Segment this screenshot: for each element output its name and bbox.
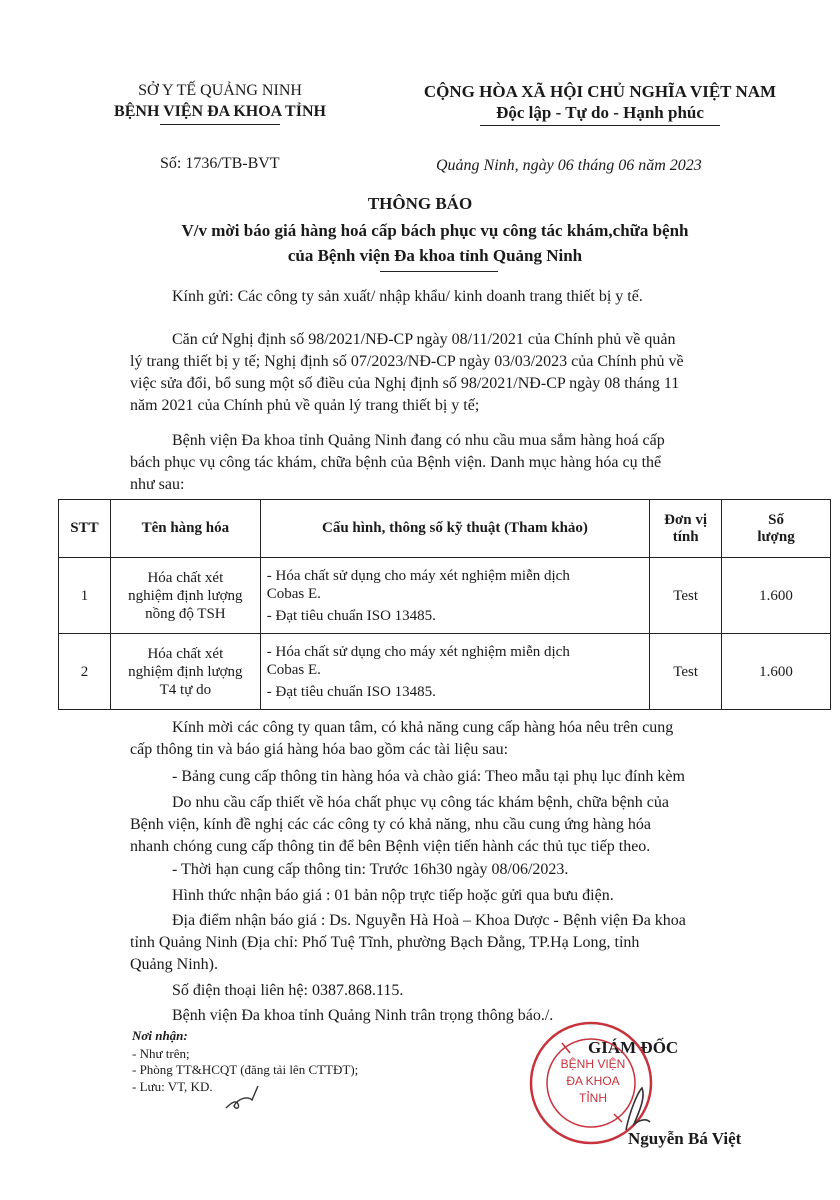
row-qty: 1.600 <box>722 634 831 710</box>
table-row <box>59 634 831 710</box>
motto-underline <box>480 125 720 126</box>
col-qty-header <box>722 500 831 558</box>
closing-line: Bệnh viện Đa khoa tỉnh Quảng Ninh trân trọng thông báo./. <box>172 1007 554 1024</box>
form-line: Hình thức nhận báo giá : 01 bản nộp trực tiếp hoặc gửi qua bưu điện. <box>172 887 614 904</box>
para1-line: lý trang thiết bị y tế; Nghị định số 07/2023/NĐ-CP ngày 03/03/2023 của Chính phủ về <box>130 353 684 370</box>
country-name: CỘNG HÒA XÃ HỘI CHỦ NGHĨA VIỆT NAM <box>423 82 777 101</box>
col-spec-header: Cấu hình, thông số kỹ thuật (Tham khảo) <box>260 500 649 558</box>
col-unit-header <box>650 500 722 558</box>
row-name <box>110 558 260 634</box>
para1-line: Căn cứ Nghị định số 98/2021/NĐ-CP ngày 08/11/2021 của Chính phủ về quản <box>172 331 676 348</box>
name-line: nồng độ TSH <box>145 605 226 622</box>
place-line: Địa điểm nhận báo giá : Ds. Nguyễn Hà Hoà – Khoa Dược - Bệnh viện Đa khoa <box>172 912 686 929</box>
name-line: T4 tự do <box>159 681 212 698</box>
initials-scribble-icon <box>222 1080 262 1120</box>
spec-line: - Đạt tiêu chuẩn ISO 13485. <box>266 607 436 624</box>
table-row <box>59 558 831 634</box>
spec-line: Cobas E. <box>266 585 321 602</box>
name-line: nghiệm định lượng <box>128 587 243 604</box>
org-name: BỆNH VIỆN ĐA KHOA TỈNH <box>114 103 326 120</box>
place-date: Quảng Ninh, ngày 06 tháng 06 năm 2023 <box>436 157 702 174</box>
qty-header-l1: Số <box>768 511 784 528</box>
para1-line: việc sửa đổi, bổ sung một số điều của Nghị định số 98/2021/NĐ-CP ngày 08 tháng 11 <box>130 375 680 392</box>
row-unit: Test <box>650 634 722 710</box>
invite-line: Kính mời các công ty quan tâm, có khả năng cung cấp hàng hóa nêu trên cung <box>172 719 674 736</box>
unit-header-l1: Đơn vị <box>664 511 708 528</box>
qty-header-l2: lượng <box>757 528 795 545</box>
spec-line: - Hóa chất sử dụng cho máy xét nghiệm miễn dịch <box>266 567 570 584</box>
spec-line: - Hóa chất sử dụng cho máy xét nghiệm miễn dịch <box>266 643 570 660</box>
name-line: Hóa chất xét <box>147 569 224 586</box>
stamp-line: BỆNH VIỆN <box>560 1057 626 1071</box>
row-spec <box>260 634 649 710</box>
name-line: Hóa chất xét <box>147 645 224 662</box>
recipients-label: Nơi nhận: <box>132 1028 188 1043</box>
row-spec <box>260 558 649 634</box>
place-line: Quảng Ninh). <box>130 956 218 973</box>
invite-line: cấp thông tin và báo giá hàng hóa bao gồm các tài liệu sau: <box>130 741 509 758</box>
row-qty: 1.600 <box>722 558 831 634</box>
goods-table <box>58 499 831 710</box>
subject-line-2: của Bệnh viện Đa khoa tỉnh Quảng Ninh <box>287 246 583 265</box>
table-header-row <box>59 500 831 558</box>
recipient-line: Kính gửi: Các công ty sản xuất/ nhập khẩu/ kinh doanh trang thiết bị y tế. <box>172 288 643 305</box>
recipients-item: - Phòng TT&HCQT (đăng tải lên CTTĐT); <box>132 1062 359 1077</box>
col-stt-header: STT <box>59 500 111 558</box>
doc-title: THÔNG BÁO <box>367 194 473 213</box>
urgent-line: Bệnh viện, kính đề nghị các các công ty có khả năng, nhu cầu cung ứng hàng hóa <box>130 816 651 833</box>
subject-line-1: V/v mời báo giá hàng hoá cấp bách phục vụ công tác khám,chữa bệnh <box>181 221 689 240</box>
col-name-header: Tên hàng hóa <box>110 500 260 558</box>
spec-line: Cobas E. <box>266 661 321 678</box>
motto: Độc lập - Tự do - Hạnh phúc <box>496 103 704 122</box>
urgent-line: nhanh chóng cung cấp thông tin để bên Bệnh viện tiến hành các thủ tục tiếp theo. <box>130 838 651 855</box>
name-line: nghiệm định lượng <box>128 663 243 680</box>
recipients-item: - Như trên; <box>132 1046 190 1061</box>
para2-line: Bệnh viện Đa khoa tỉnh Quảng Ninh đang có nhu cầu mua sắm hàng hoá cấp <box>172 432 665 449</box>
row-unit: Test <box>650 558 722 634</box>
title-underline <box>380 271 498 272</box>
recipients-item: - Lưu: VT, KD. <box>132 1079 213 1094</box>
place-line: tỉnh Quảng Ninh (Địa chỉ: Phố Tuệ Tĩnh, phường Bạch Đằng, TP.Hạ Long, tỉnh <box>130 934 640 951</box>
row-stt: 2 <box>59 634 111 710</box>
urgent-line: Do nhu cầu cấp thiết về hóa chất phục vụ công tác khám bệnh, chữa bệnh của <box>172 794 669 811</box>
signature-title: GIÁM ĐỐC <box>588 1038 679 1057</box>
spec-line: - Đạt tiêu chuẩn ISO 13485. <box>266 683 436 700</box>
signer-name: Nguyễn Bá Việt <box>628 1129 742 1148</box>
row-name <box>110 634 260 710</box>
para2-line: bách phục vụ công tác khám, chữa bệnh của Bệnh viện. Danh mục hàng hóa cụ thể <box>130 454 662 471</box>
phone-line: Số điện thoại liên hệ: 0387.868.115. <box>172 982 404 999</box>
org-underline <box>160 124 280 125</box>
doc-number: Số: 1736/TB-BVT <box>160 155 280 172</box>
deadline-line: - Thời hạn cung cấp thông tin: Trước 16h30 ngày 08/06/2023. <box>172 861 569 878</box>
org-parent: SỞ Y TẾ QUẢNG NINH <box>138 82 302 99</box>
stamp-line: ĐA KHOA TỈNH <box>566 1074 620 1105</box>
para2-line: như sau: <box>130 476 185 493</box>
row-stt: 1 <box>59 558 111 634</box>
unit-header-l2: tính <box>672 528 699 545</box>
bullet-quote-form: - Bảng cung cấp thông tin hàng hóa và chào giá: Theo mẫu tại phụ lục đính kèm <box>172 768 685 785</box>
para1-line: năm 2021 của Chính phủ về quản lý trang thiết bị y tế; <box>130 397 480 414</box>
